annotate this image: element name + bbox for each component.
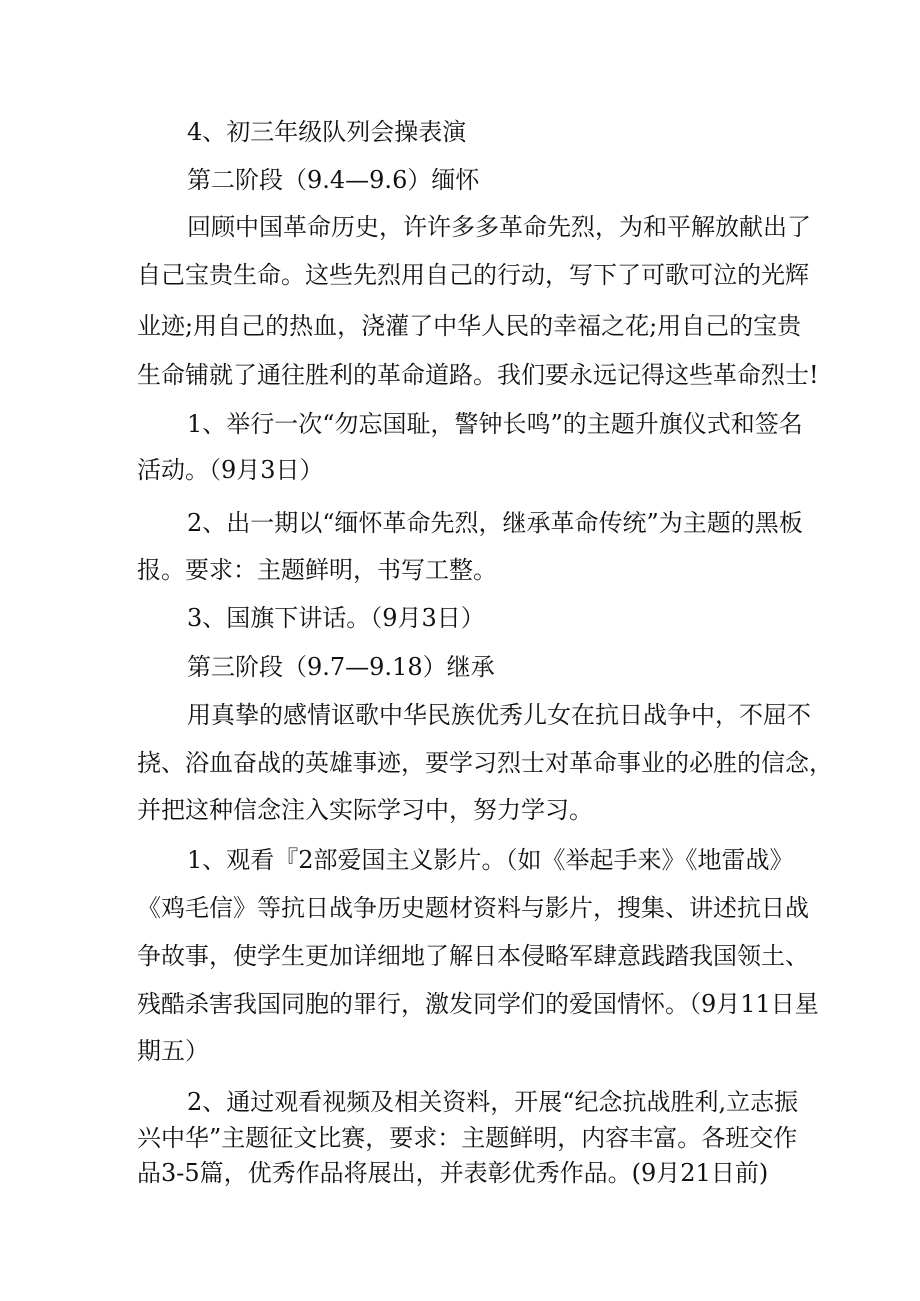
text-line: 回顾中国革命历史，许许多多革命先烈，为和平解放献出了 (187, 213, 811, 241)
text-line: 报。要求：主题鲜明，书写工整。 (137, 556, 497, 584)
section-heading: 第三阶段（9.7—9.18）继承 (187, 653, 495, 681)
text-line: 业迹;用自己的热血，浇灌了中华人民的幸福之花;用自己的宝贵 (137, 312, 802, 340)
text-line: 自己宝贵生命。这些先烈用自己的行动，写下了可歌可泣的光辉 (137, 261, 809, 289)
text-line: 1、观看『2部爱国主义影片。（如《举起手来》《地雷战》 (187, 846, 794, 874)
text-line: 《鸡毛信》等抗日战争历史题材资料与影片，搜集、讲述抗日战 (137, 894, 809, 922)
text-line: 品3-5篇，优秀作品将展出，并表彰优秀作品。(9月21日前) (137, 1159, 769, 1187)
text-line: 兴中华”主题征文比赛，要求：主题鲜明，内容丰富。各班交作 (137, 1124, 798, 1152)
text-line: 2、出一期以“缅怀革命先烈，继承革命传统”为主题的黑板 (187, 509, 803, 537)
text-line: 4、初三年级队列会操表演 (187, 118, 467, 146)
text-line: 争故事，使学生更加详细地了解日本侵略军肆意践踏我国领土、 (137, 942, 809, 970)
text-line: 2、通过观看视频及相关资料，开展“纪念抗战胜利,立志振 (187, 1088, 799, 1116)
text-line: 生命铺就了通往胜利的革命道路。我们要永远记得这些革命烈士! (137, 361, 819, 389)
text-line: 3、国旗下讲话。（9月3日） (187, 604, 485, 632)
text-line: 残酷杀害我国同胞的罪行，激发同学们的爱国情怀。（9月11日星 (137, 990, 819, 1018)
text-line: 挠、浴血奋战的英雄事迹，要学习烈士对革命事业的必胜的信念， (137, 749, 833, 777)
text-line: 1、举行一次“勿忘国耻，警钟长鸣”的主题升旗仪式和签名 (187, 410, 803, 438)
section-heading: 第二阶段（9.4—9.6）缅怀 (187, 166, 480, 194)
text-line: 用真挚的感情讴歌中华民族优秀儿女在抗日战争中，不屈不 (187, 701, 811, 729)
text-line: 活动。（9月3日） (137, 456, 324, 484)
text-line: 并把这种信念注入实际学习中，努力学习。 (137, 796, 593, 824)
text-line: 期五） (137, 1037, 209, 1065)
